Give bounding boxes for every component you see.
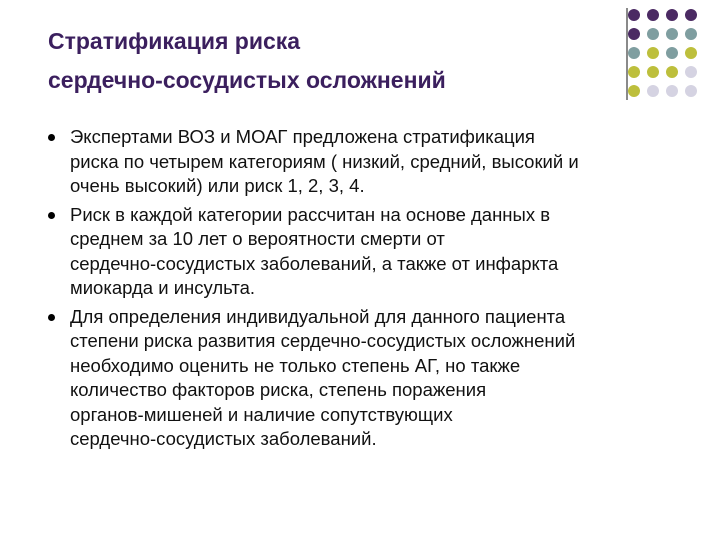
decorative-dot (628, 47, 640, 59)
decorative-dot (685, 66, 697, 78)
bullet-item (48, 203, 688, 301)
decorative-dot (628, 28, 640, 40)
bullet-item (48, 305, 688, 452)
bullet-text-line: очень высокий) или риск 1, 2, 3, 4. (70, 175, 365, 196)
bullet-text-line: Для определения индивидуальной для данного пациента (70, 305, 566, 327)
bullet-text-line: миокарда и инсульта. (70, 277, 256, 298)
bullet-text-line: степени риска развития сердечно-сосудистых осложнений (70, 330, 576, 351)
bullet-text-line: среднем за 10 лет о вероятности смерти от (70, 228, 445, 249)
decorative-dot (666, 47, 678, 59)
decorative-dot (685, 47, 697, 59)
bullet-text-line: количество факторов риска, степень поражения (70, 379, 487, 400)
bullet-icon (48, 314, 55, 321)
decorative-dot-grid (628, 9, 718, 105)
bullet-icon (48, 134, 55, 141)
decorative-dot (628, 9, 640, 21)
bullet-text-line: Экспертами ВОЗ и МОАГ предложена стратификация (70, 126, 535, 147)
decorative-dot (647, 9, 659, 21)
title-line-1: Стратификация риска (48, 28, 301, 54)
decorative-dot (666, 9, 678, 21)
bullet-text-line: органов-мишеней и наличие сопутствующих (70, 403, 453, 425)
decorative-dot (666, 85, 678, 97)
decorative-dot (628, 66, 640, 78)
decorative-dot (628, 85, 640, 97)
decorative-dot (685, 85, 697, 97)
decorative-dot (647, 66, 659, 78)
decorative-dot (647, 28, 659, 40)
decorative-dot (666, 66, 678, 78)
bullet-icon (48, 212, 55, 219)
decorative-dot (685, 9, 697, 21)
decorative-dot (685, 28, 697, 40)
decorative-dot (647, 85, 659, 97)
bullet-list (48, 125, 688, 456)
title-line-2: сердечно-сосудистых осложнений (48, 67, 446, 93)
bullet-text-line: необходимо оценить не только степень АГ, но также (70, 354, 521, 376)
bullet-text-line: сердечно-сосудистых заболеваний, а также от инфаркта (70, 252, 559, 274)
bullet-item (48, 125, 688, 199)
bullet-text-line: риска по четырем категориям ( низкий, средний, высокий и (70, 150, 579, 172)
slide-title (48, 22, 608, 100)
decorative-dot (647, 47, 659, 59)
decorative-dot (666, 28, 678, 40)
bullet-text-line: сердечно-сосудистых заболеваний. (70, 428, 377, 449)
bullet-text-line: Риск в каждой категории рассчитан на основе данных в (70, 203, 551, 225)
